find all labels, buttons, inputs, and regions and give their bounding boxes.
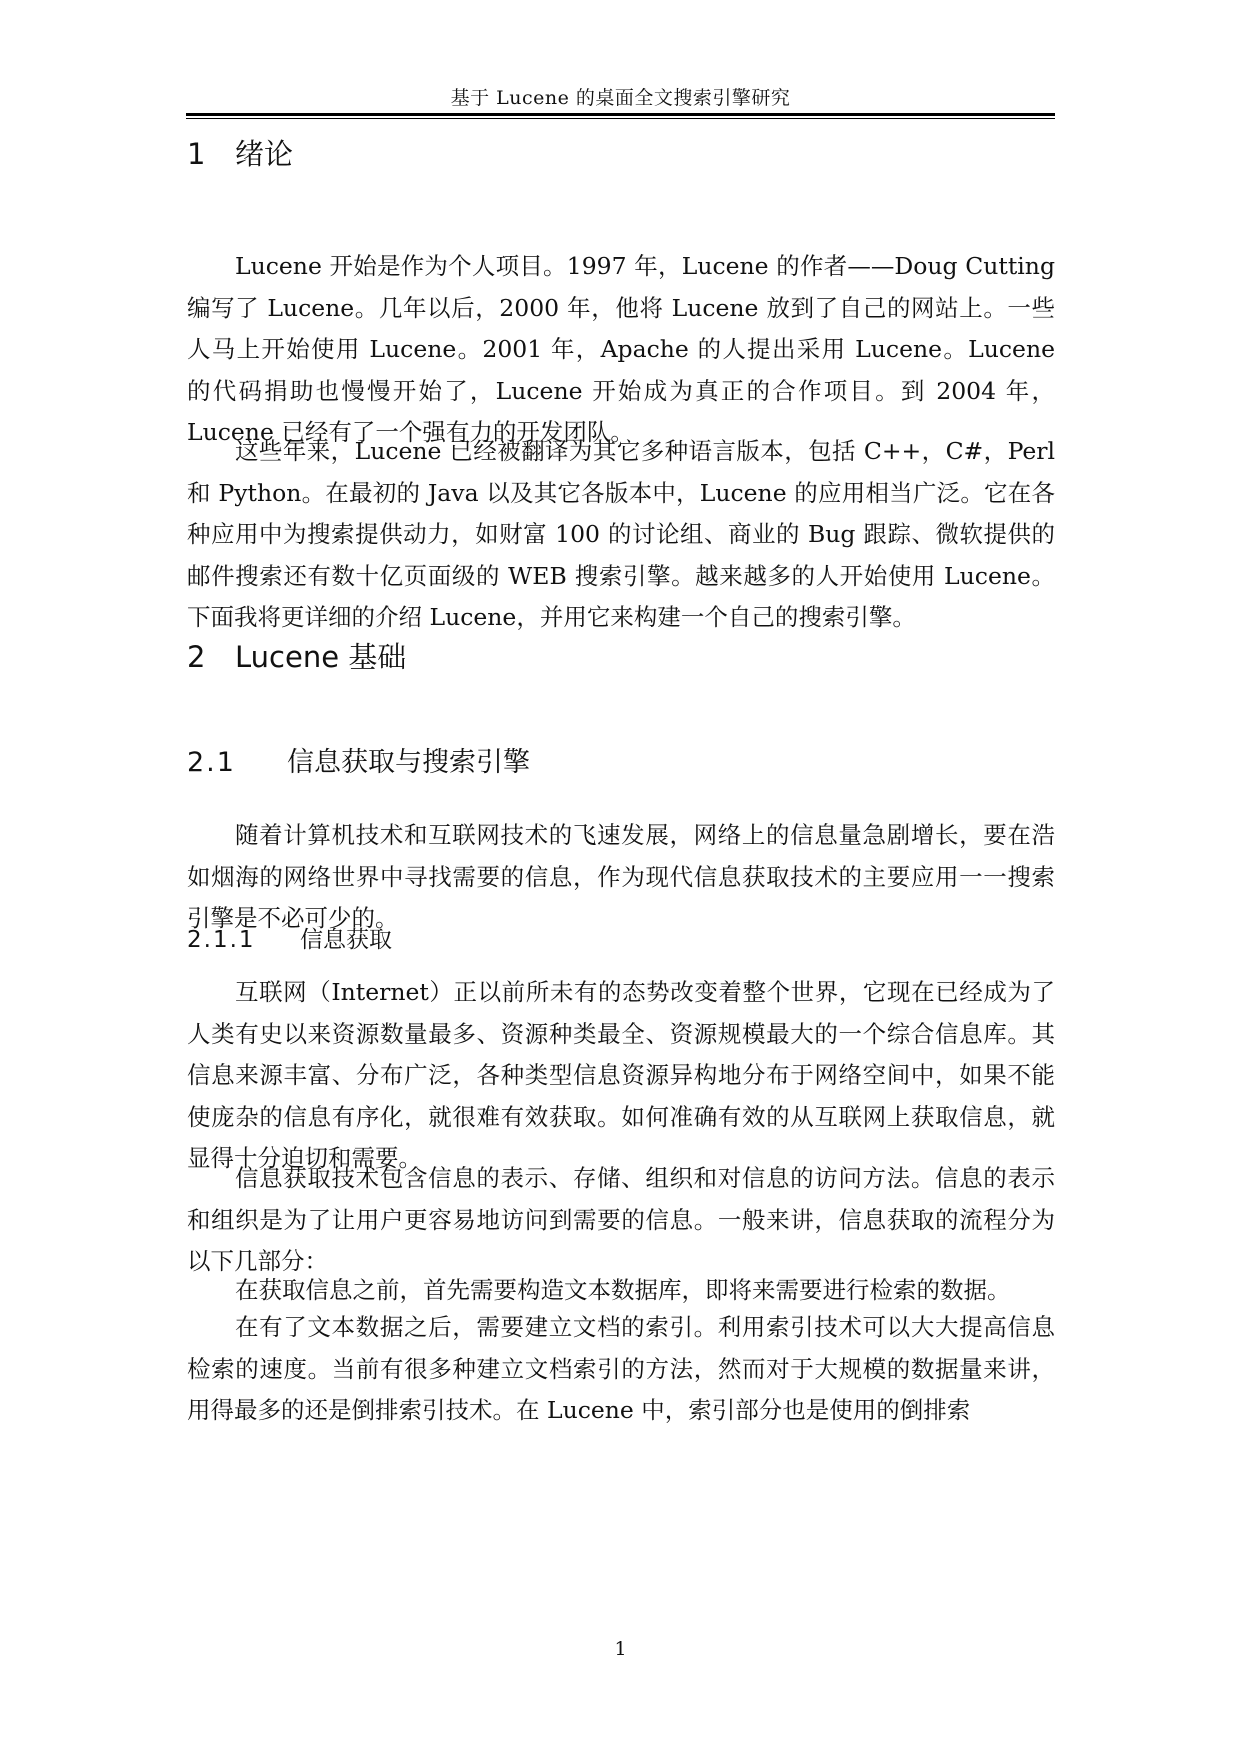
subsubsection-heading [187,925,392,955]
subsection-heading [187,746,530,780]
page-number: 1 [614,1638,627,1660]
section-title: 绪论 [235,137,294,171]
section-number: 2 [187,640,206,674]
subsection-title: 信息获取与搜索引擎 [287,747,530,778]
paragraph: Lucene 开始是作为个人项目。1997 年，Lucene 的作者——Doug Cutting 编写了 Lucene。几年以后，2000 年，他将 Lucene 放到了自己的网站上。一些人马上开始使用 Lucene。2001 年，Apache 的人提出采用 Lucene。Lucene 的代码捐助也慢慢开始了，Lucene 开始成为真正的合作项目。到 2004 年，Lucene 已经有了一个强有力的开发团队。 [187,252,1055,446]
paragraph: 在有了文本数据之后，需要建立文档的索引。利用索引技术可以大大提高信息检索的速度。当前有很多种建立文档索引的方法，然而对于大规模的数据量来讲，用得最多的还是倒排索引技术。在 Lucene 中，索引部分也是使用的倒排索 [187,1313,1055,1424]
section-heading-1 [187,136,293,172]
section-heading-2 [187,639,406,675]
subsubsection-title: 信息获取 [300,927,392,953]
header-rule-thin [186,118,1055,119]
subsection-number: 2.1 [187,747,236,778]
subsubsection-number: 2.1.1 [187,927,256,953]
section-title: Lucene 基础 [235,640,407,674]
paragraph: 随着计算机技术和互联网技术的飞速发展，网络上的信息量急剧增长，要在浩如烟海的网络世界中寻找需要的信息，作为现代信息获取技术的主要应用一一搜索引擎是不必可少的。 [187,821,1055,932]
section-number: 1 [187,137,206,171]
paragraph: 信息获取技术包含信息的表示、存储、组织和对信息的访问方法。信息的表示和组织是为了让用户更容易地访问到需要的信息。一般来讲，信息获取的流程分为以下几部分： [187,1164,1055,1275]
paragraph: 在获取信息之前，首先需要构造文本数据库，即将来需要进行检索的数据。 [235,1276,1011,1304]
header-title: 基于 Lucene 的桌面全文搜索引擎研究 [450,87,791,109]
paragraph: 互联网（Internet）正以前所未有的态势改变着整个世界，它现在已经成为了人类有史以来资源数量最多、资源种类最全、资源规模最大的一个综合信息库。其信息来源丰富、分布广泛，各种类型信息资源异构地分布于网络空间中，如果不能使庞杂的信息有序化，就很难有效获取。如何准确有效的从互联网上获取信息，就显得十分迫切和需要。 [187,978,1055,1172]
header-rule-thick [186,113,1055,116]
paragraph: 这些年来，Lucene 已经被翻译为其它多种语言版本，包括 C++，C#，Perl 和 Python。在最初的 Java 以及其它各版本中，Lucene 的应用相当广泛。它在各种应用中为搜索提供动力，如财富 100 的讨论组、商业的 Bug 跟踪、微软提供的邮件搜索还有数十亿页面级的 WEB 搜索引擎。越来越多的人开始使用 Lucene。下面我将更详细的介绍 Lucene，并用它来构建一个自己的搜索引擎。 [187,437,1055,631]
